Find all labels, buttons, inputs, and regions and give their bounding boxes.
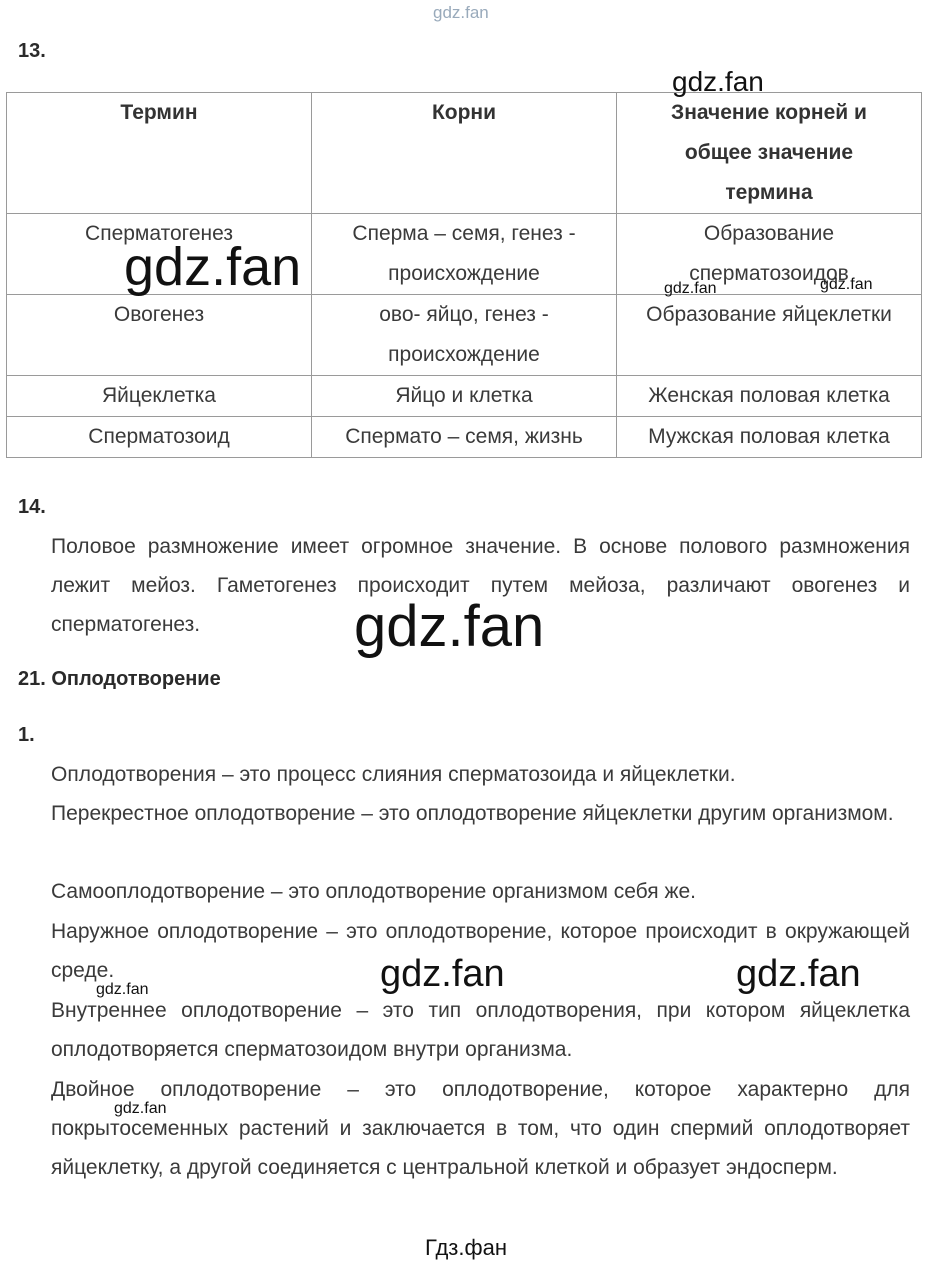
task-13-number: 13. [18, 40, 46, 62]
section-21-task-number: 1. [18, 724, 35, 746]
watermark: gdz.fan [820, 276, 873, 293]
paragraph-double-fertilization: Двойное оплодотворение – это оплодотворение, которое характерно для покрытосеменных растений и заключается в том, что один спермий оплодотворяет яйцеклетку, а другой соединяется с центральной клеткой и образует эндосперм. [51, 1078, 910, 1179]
table-cell: Яйцеклетка [7, 376, 312, 417]
watermark: gdz.fan [380, 953, 505, 995]
paragraph-external-fertilization: Наружное оплодотворение – это оплодотворение, которое происходит в окружающей среде. [51, 920, 910, 982]
task-14-text: Половое размножение имеет огромное значение. В основе полового размножения лежит мейоз. Гаметогенез происходит путем мейоза, различают овогенез и сперматогенез. [51, 535, 910, 636]
table-row [7, 376, 922, 417]
table-cell: ово- яйцо, генез - происхождение [312, 295, 617, 376]
table-row [7, 417, 922, 458]
paragraph-fertilization: Оплодотворения – это процесс слияния сперматозоида и яйцеклетки. [51, 763, 736, 786]
paragraph-self-fertilization: Самооплодотворение – это оплодотворение организмом себя же. [51, 880, 697, 903]
table-cell: Сперматогенез [7, 214, 312, 295]
footer-label: Гдз.фан [425, 1235, 507, 1260]
watermark: gdz.fan [114, 1100, 167, 1117]
section-21-title: 21. Оплодотворение [18, 668, 221, 690]
watermark: gdz.fan [96, 981, 149, 998]
table-cell: Женская половая клетка [617, 376, 922, 417]
table-cell: Овогенез [7, 295, 312, 376]
table-cell: Сперматозоид [7, 417, 312, 458]
table-cell: Мужская половая клетка [617, 417, 922, 458]
header-term: Термин [7, 93, 312, 214]
header-meaning: Значение корней и общее значение термина [617, 93, 922, 214]
table-cell: Сперма – семя, генез - происхождение [312, 214, 617, 295]
watermark: gdz.fan [672, 66, 764, 97]
table-cell: Спермато – семя, жизнь [312, 417, 617, 458]
paragraph-internal-fertilization: Внутреннее оплодотворение – это тип оплодотворения, при котором яйцеклетка оплодотворяется сперматозоидом внутри организма. [51, 999, 910, 1061]
table-cell: Образование яйцеклетки [617, 295, 922, 376]
table-cell: Яйцо и клетка [312, 376, 617, 417]
watermark-top: gdz.fan [433, 3, 489, 22]
watermark: gdz.fan [354, 594, 545, 659]
task-14-number: 14. [18, 496, 46, 518]
watermark: gdz.fan [664, 280, 717, 297]
watermark: gdz.fan [736, 953, 861, 995]
table-row [7, 295, 922, 376]
header-roots: Корни [312, 93, 617, 214]
watermark: gdz.fan [124, 237, 302, 297]
table-header-row [7, 93, 922, 214]
table-cell: Образование сперматозоидов [617, 214, 922, 295]
paragraph-cross-fertilization: Перекрестное оплодотворение – это оплодотворение яйцеклетки другим организмом. [51, 802, 894, 825]
